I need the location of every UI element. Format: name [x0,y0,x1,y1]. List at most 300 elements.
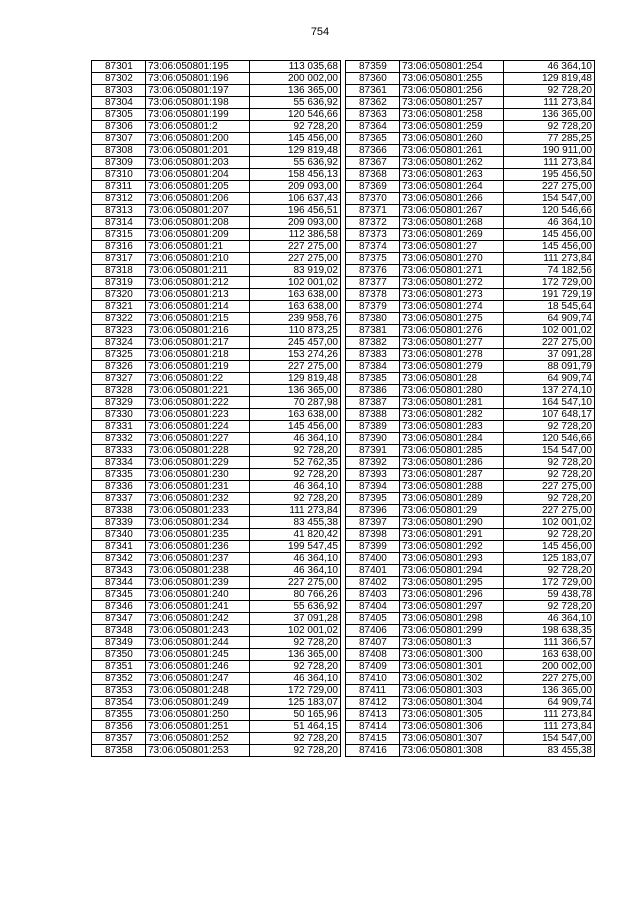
cadastral-value: 113 035,68 [250,61,341,73]
table-row [346,637,595,649]
cadastral-value: 200 002,00 [504,661,595,673]
table-row [92,589,341,601]
cadastral-number: 73:06:050801:231 [146,481,250,493]
table-row [92,661,341,673]
cadastral-number: 73:06:050801:287 [400,469,504,481]
cadastral-number: 73:06:050801:204 [146,169,250,181]
cadastral-number: 73:06:050801:305 [400,709,504,721]
cadastral-value: 102 001,02 [504,517,595,529]
table-row [346,721,595,733]
table-row [92,337,341,349]
cadastral-number: 73:06:050801:303 [400,685,504,697]
table-row [346,109,595,121]
table-row [346,505,595,517]
row-number: 87398 [346,529,400,541]
cadastral-number: 73:06:050801:199 [146,109,250,121]
row-number: 87379 [346,301,400,313]
cadastral-value: 88 091,79 [504,361,595,373]
row-number: 87411 [346,685,400,697]
cadastral-number: 73:06:050801:269 [400,229,504,241]
cadastral-number: 73:06:050801:237 [146,553,250,565]
cadastral-value: 46 364,10 [504,61,595,73]
table-row [92,685,341,697]
table-row [92,445,341,457]
table-row [346,61,595,73]
table-row [346,553,595,565]
cadastral-number: 73:06:050801:278 [400,349,504,361]
cadastral-value: 195 456,50 [504,169,595,181]
cadastral-number: 73:06:050801:215 [146,313,250,325]
cadastral-number: 73:06:050801:213 [146,289,250,301]
cadastral-value: 64 909,74 [504,373,595,385]
cadastral-number: 73:06:050801:295 [400,577,504,589]
table-row [346,325,595,337]
table-row [92,505,341,517]
row-number: 87403 [346,589,400,601]
cadastral-value: 164 547,10 [504,397,595,409]
page-number: 754 [310,26,330,38]
cadastral-number: 73:06:050801:289 [400,493,504,505]
table-row [346,205,595,217]
cadastral-value: 172 729,00 [504,277,595,289]
cadastral-number: 73:06:050801:307 [400,733,504,745]
row-number: 87388 [346,409,400,421]
cadastral-value: 120 546,66 [504,205,595,217]
row-number: 87355 [92,709,146,721]
cadastral-value: 111 273,84 [504,157,595,169]
cadastral-value: 46 364,10 [250,433,341,445]
table-row [346,481,595,493]
cadastral-number: 73:06:050801:227 [146,433,250,445]
table-row [92,613,341,625]
cadastral-number: 73:06:050801:294 [400,565,504,577]
cadastral-value: 145 456,00 [250,133,341,145]
table-row [346,457,595,469]
table-row [92,709,341,721]
row-number: 87363 [346,109,400,121]
cadastral-number: 73:06:050801:288 [400,481,504,493]
cadastral-value: 50 165,96 [250,709,341,721]
row-number: 87342 [92,553,146,565]
cadastral-number: 73:06:050801:275 [400,313,504,325]
table-row [92,373,341,385]
cadastral-value: 136 365,00 [504,109,595,121]
cadastral-number: 73:06:050801:228 [146,445,250,457]
cadastral-number: 73:06:050801:304 [400,697,504,709]
cadastral-value: 191 729,19 [504,289,595,301]
row-number: 87405 [346,613,400,625]
cadastral-number: 73:06:050801:198 [146,97,250,109]
cadastral-value: 92 728,20 [250,469,341,481]
row-number: 87302 [92,73,146,85]
row-number: 87335 [92,469,146,481]
table-row [346,337,595,349]
row-number: 87367 [346,157,400,169]
row-number: 87347 [92,613,146,625]
cadastral-value: 55 636,92 [250,97,341,109]
row-number: 87323 [92,325,146,337]
cadastral-number: 73:06:050801:244 [146,637,250,649]
cadastral-value: 136 365,00 [250,385,341,397]
cadastral-value: 83 919,02 [250,265,341,277]
table-row [346,85,595,97]
row-number: 87337 [92,493,146,505]
row-number: 87348 [92,625,146,637]
cadastral-number: 73:06:050801:256 [400,85,504,97]
cadastral-number: 73:06:050801:254 [400,61,504,73]
cadastral-number: 73:06:050801:284 [400,433,504,445]
row-number: 87346 [92,601,146,613]
table-row [346,313,595,325]
cadastral-value: 145 456,00 [250,421,341,433]
cadastral-number: 73:06:050801:197 [146,85,250,97]
right-table [345,60,595,757]
cadastral-value: 74 182,56 [504,265,595,277]
cadastral-value: 46 364,10 [250,553,341,565]
table-row [92,565,341,577]
row-number: 87406 [346,625,400,637]
row-number: 87399 [346,541,400,553]
row-number: 87369 [346,181,400,193]
table-row [92,361,341,373]
cadastral-number: 73:06:050801:22 [146,373,250,385]
table-row [92,313,341,325]
cadastral-value: 154 547,00 [504,733,595,745]
cadastral-value: 163 638,00 [250,409,341,421]
cadastral-number: 73:06:050801:242 [146,613,250,625]
table-row [346,265,595,277]
row-number: 87413 [346,709,400,721]
table-row [346,673,595,685]
cadastral-value: 227 275,00 [504,673,595,685]
row-number: 87305 [92,109,146,121]
cadastral-value: 46 364,10 [250,565,341,577]
cadastral-number: 73:06:050801:302 [400,673,504,685]
cadastral-number: 73:06:050801:232 [146,493,250,505]
cadastral-value: 37 091,28 [250,613,341,625]
cadastral-number: 73:06:050801:2 [146,121,250,133]
cadastral-value: 111 273,84 [504,253,595,265]
row-number: 87354 [92,697,146,709]
cadastral-value: 145 456,00 [504,241,595,253]
cadastral-number: 73:06:050801:203 [146,157,250,169]
table-row [92,409,341,421]
cadastral-number: 73:06:050801:246 [146,661,250,673]
row-number: 87385 [346,373,400,385]
cadastral-value: 92 728,20 [250,445,341,457]
cadastral-value: 163 638,00 [250,289,341,301]
table-row [92,625,341,637]
cadastral-number: 73:06:050801:243 [146,625,250,637]
row-number: 87407 [346,637,400,649]
cadastral-number: 73:06:050801:283 [400,421,504,433]
row-number: 87314 [92,217,146,229]
table-row [92,217,341,229]
table-row [346,169,595,181]
cadastral-number: 73:06:050801:217 [146,337,250,349]
table-row [92,733,341,745]
row-number: 87365 [346,133,400,145]
row-number: 87394 [346,481,400,493]
cadastral-number: 73:06:050801:306 [400,721,504,733]
cadastral-value: 153 274,26 [250,349,341,361]
cadastral-value: 120 546,66 [504,433,595,445]
cadastral-number: 73:06:050801:261 [400,145,504,157]
row-number: 87311 [92,181,146,193]
table-row [346,565,595,577]
cadastral-value: 111 273,84 [250,505,341,517]
row-number: 87360 [346,73,400,85]
table-row [346,421,595,433]
table-row [92,637,341,649]
cadastral-value: 80 766,26 [250,589,341,601]
row-number: 87370 [346,193,400,205]
cadastral-value: 227 275,00 [250,361,341,373]
cadastral-value: 154 547,00 [504,193,595,205]
table-row [92,61,341,73]
cadastral-value: 92 728,20 [250,637,341,649]
row-number: 87410 [346,673,400,685]
table-row [346,229,595,241]
cadastral-value: 120 546,66 [250,109,341,121]
cadastral-number: 73:06:050801:293 [400,553,504,565]
row-number: 87312 [92,193,146,205]
cadastral-value: 37 091,28 [504,349,595,361]
table-row [346,361,595,373]
table-row [92,73,341,85]
row-number: 87321 [92,301,146,313]
table-row [346,589,595,601]
cadastral-number: 73:06:050801:308 [400,745,504,757]
table-row [92,721,341,733]
row-number: 87320 [92,289,146,301]
row-number: 87373 [346,229,400,241]
row-number: 87304 [92,97,146,109]
table-row [346,385,595,397]
cadastral-number: 73:06:050801:239 [146,577,250,589]
row-number: 87414 [346,721,400,733]
cadastral-value: 46 364,10 [504,613,595,625]
cadastral-value: 239 958,76 [250,313,341,325]
table-row [92,277,341,289]
row-number: 87326 [92,361,146,373]
row-number: 87364 [346,121,400,133]
cadastral-number: 73:06:050801:264 [400,181,504,193]
row-number: 87331 [92,421,146,433]
cadastral-value: 111 366,57 [504,637,595,649]
cadastral-value: 199 547,45 [250,541,341,553]
cadastral-value: 245 457,00 [250,337,341,349]
cadastral-value: 227 275,00 [250,577,341,589]
table-row [92,241,341,253]
cadastral-number: 73:06:050801:253 [146,745,250,757]
cadastral-number: 73:06:050801:234 [146,517,250,529]
row-number: 87332 [92,433,146,445]
table-row [346,661,595,673]
table-row [346,217,595,229]
cadastral-number: 73:06:050801:240 [146,589,250,601]
row-number: 87352 [92,673,146,685]
row-number: 87336 [92,481,146,493]
cadastral-number: 73:06:050801:296 [400,589,504,601]
table-row [346,745,595,757]
cadastral-value: 107 648,17 [504,409,595,421]
right-table-body [346,61,595,757]
cadastral-number: 73:06:050801:268 [400,217,504,229]
table-row [346,577,595,589]
cadastral-value: 106 637,43 [250,193,341,205]
cadastral-value: 59 438,78 [504,589,595,601]
cadastral-value: 129 819,48 [504,73,595,85]
table-row [346,685,595,697]
row-number: 87316 [92,241,146,253]
table-row [346,529,595,541]
row-number: 87340 [92,529,146,541]
cadastral-number: 73:06:050801:271 [400,265,504,277]
cadastral-value: 102 001,02 [504,325,595,337]
cadastral-number: 73:06:050801:241 [146,601,250,613]
table-row [92,517,341,529]
row-number: 87353 [92,685,146,697]
cadastral-number: 73:06:050801:298 [400,613,504,625]
row-number: 87386 [346,385,400,397]
row-number: 87324 [92,337,146,349]
row-number: 87383 [346,349,400,361]
cadastral-value: 200 002,00 [250,73,341,85]
row-number: 87377 [346,277,400,289]
cadastral-value: 111 273,84 [504,721,595,733]
row-number: 87318 [92,265,146,277]
cadastral-value: 110 873,25 [250,325,341,337]
row-number: 87349 [92,637,146,649]
row-number: 87309 [92,157,146,169]
row-number: 87345 [92,589,146,601]
cadastral-value: 77 285,25 [504,133,595,145]
cadastral-value: 92 728,20 [504,565,595,577]
table-row [346,121,595,133]
cadastral-number: 73:06:050801:301 [400,661,504,673]
cadastral-value: 92 728,20 [250,745,341,757]
table-row [92,541,341,553]
cadastral-number: 73:06:050801:279 [400,361,504,373]
cadastral-number: 73:06:050801:223 [146,409,250,421]
row-number: 87308 [92,145,146,157]
cadastral-number: 73:06:050801:263 [400,169,504,181]
cadastral-value: 92 728,20 [504,421,595,433]
row-number: 87361 [346,85,400,97]
row-number: 87389 [346,421,400,433]
cadastral-number: 73:06:050801:211 [146,265,250,277]
cadastral-number: 73:06:050801:221 [146,385,250,397]
table-row [346,73,595,85]
row-number: 87401 [346,565,400,577]
table-row [92,169,341,181]
table-row [346,397,595,409]
cadastral-value: 92 728,20 [504,85,595,97]
row-number: 87301 [92,61,146,73]
cadastral-number: 73:06:050801:236 [146,541,250,553]
cadastral-value: 46 364,10 [250,673,341,685]
cadastral-value: 64 909,74 [504,697,595,709]
cadastral-value: 227 275,00 [504,481,595,493]
cadastral-value: 92 728,20 [250,493,341,505]
table-row [92,157,341,169]
row-number: 87344 [92,577,146,589]
cadastral-value: 227 275,00 [250,241,341,253]
table-row [92,181,341,193]
cadastral-value: 41 820,42 [250,529,341,541]
row-number: 87329 [92,397,146,409]
cadastral-number: 73:06:050801:28 [400,373,504,385]
row-number: 87409 [346,661,400,673]
cadastral-value: 227 275,00 [504,505,595,517]
table-row [92,493,341,505]
row-number: 87310 [92,169,146,181]
table-row [92,145,341,157]
cadastral-number: 73:06:050801:229 [146,457,250,469]
cadastral-value: 196 456,51 [250,205,341,217]
table-row [92,697,341,709]
cadastral-value: 46 364,10 [504,217,595,229]
table-row [92,289,341,301]
left-table [91,60,341,757]
row-number: 87357 [92,733,146,745]
table-row [346,241,595,253]
row-number: 87333 [92,445,146,457]
cadastral-number: 73:06:050801:233 [146,505,250,517]
row-number: 87306 [92,121,146,133]
row-number: 87397 [346,517,400,529]
table-row [346,601,595,613]
cadastral-value: 102 001,02 [250,277,341,289]
cadastral-number: 73:06:050801:195 [146,61,250,73]
table-row [92,265,341,277]
cadastral-number: 73:06:050801:260 [400,133,504,145]
row-number: 87317 [92,253,146,265]
cadastral-number: 73:06:050801:238 [146,565,250,577]
table-row [92,193,341,205]
table-row [346,253,595,265]
row-number: 87359 [346,61,400,73]
table-row [346,433,595,445]
cadastral-number: 73:06:050801:259 [400,121,504,133]
row-number: 87408 [346,649,400,661]
cadastral-value: 227 275,00 [504,337,595,349]
cadastral-value: 55 636,92 [250,157,341,169]
row-number: 87392 [346,457,400,469]
cadastral-number: 73:06:050801:290 [400,517,504,529]
cadastral-value: 83 455,38 [504,745,595,757]
cadastral-number: 73:06:050801:27 [400,241,504,253]
row-number: 87341 [92,541,146,553]
cadastral-value: 227 275,00 [250,253,341,265]
cadastral-value: 227 275,00 [504,181,595,193]
cadastral-number: 73:06:050801:281 [400,397,504,409]
row-number: 87358 [92,745,146,757]
cadastral-number: 73:06:050801:252 [146,733,250,745]
cadastral-value: 129 819,48 [250,145,341,157]
cadastral-value: 125 183,07 [250,697,341,709]
cadastral-number: 73:06:050801:21 [146,241,250,253]
cadastral-value: 83 455,38 [250,517,341,529]
cadastral-value: 136 365,00 [250,85,341,97]
cadastral-value: 52 762,35 [250,457,341,469]
cadastral-value: 92 728,20 [504,529,595,541]
cadastral-number: 73:06:050801:3 [400,637,504,649]
row-number: 87313 [92,205,146,217]
cadastral-value: 92 728,20 [504,493,595,505]
cadastral-number: 73:06:050801:258 [400,109,504,121]
